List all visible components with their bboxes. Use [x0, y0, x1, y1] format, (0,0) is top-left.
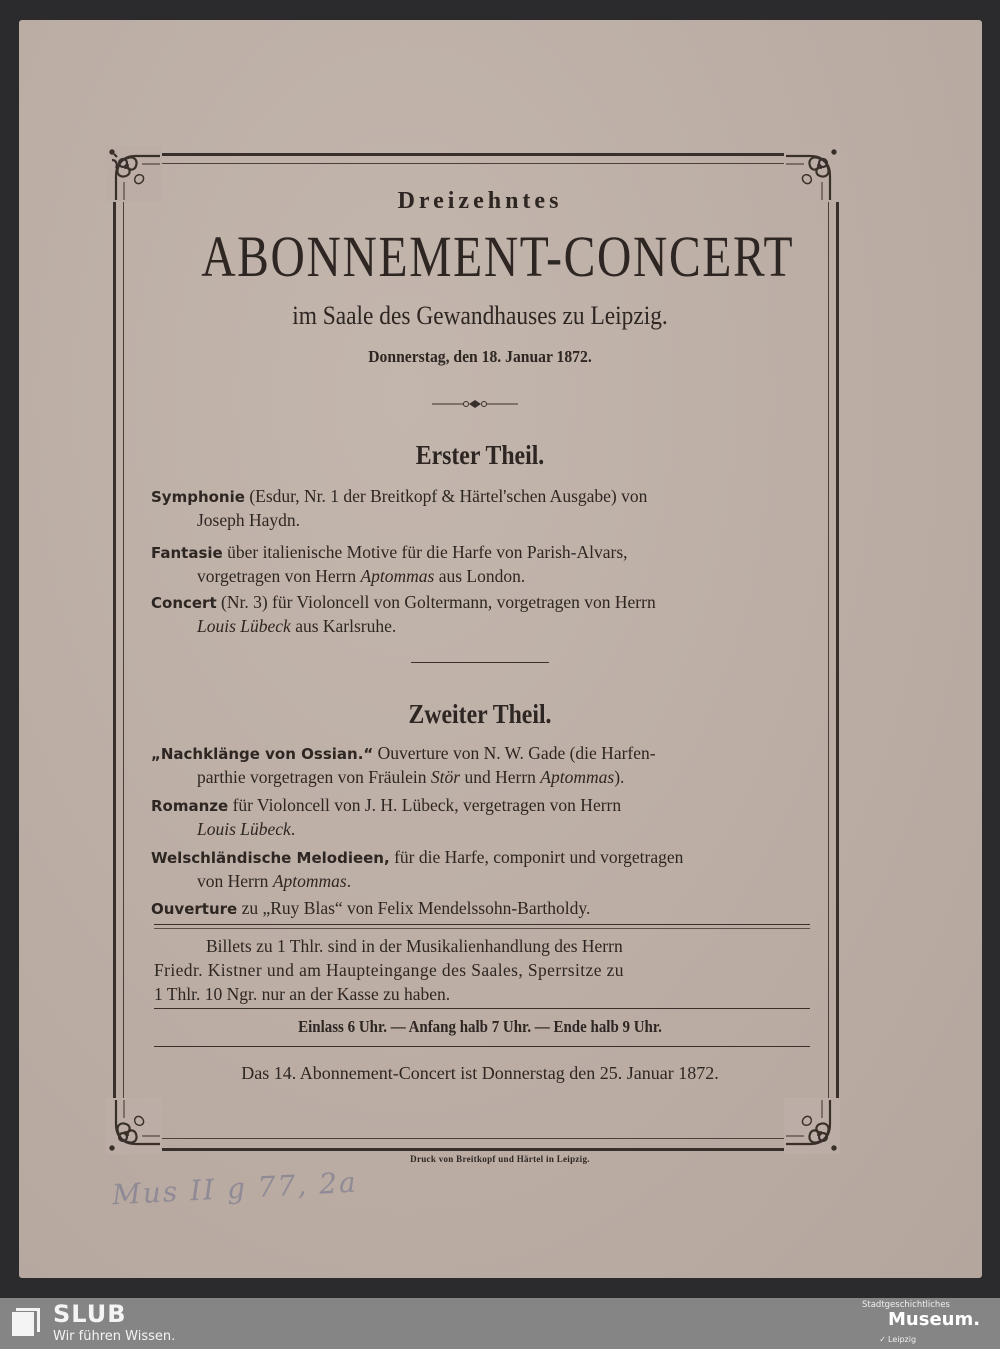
ticket-notice — [154, 934, 810, 1006]
program-item — [151, 845, 806, 893]
item-lead: Romanze — [151, 797, 229, 815]
printer-imprint: Druck von Breitkopf und Härtel in Leipzig. — [410, 1154, 590, 1164]
program-item — [151, 590, 806, 638]
performer-name: Louis Lübeck — [197, 819, 291, 839]
item-text: (Nr. 3) für Violoncell von Goltermann, vorgetragen von Herrn — [216, 592, 656, 612]
item-text: für Violoncell von J. H. Lübeck, vergetragen von Herrn — [228, 795, 622, 815]
rule-line — [154, 1046, 810, 1047]
performer-name: Aptommas — [272, 871, 347, 891]
performer-name: Aptommas — [360, 566, 435, 586]
item-text-cont: parthie vorgetragen von Fräulein — [197, 767, 431, 787]
footer-bar — [0, 1298, 1000, 1349]
corner-ornament-icon — [784, 1098, 840, 1154]
section-title-part-1: Erster Theil. — [415, 440, 545, 470]
item-text-cont: Joseph Haydn. — [197, 510, 301, 530]
rule-line — [154, 1008, 810, 1009]
program-item — [151, 741, 806, 789]
handwritten-shelfmark: Mus II g 77, 2a — [111, 1165, 359, 1212]
page-title: ABONNEMENT-CONCERT — [201, 224, 795, 289]
item-lead: Ouverture — [151, 900, 238, 918]
program-item — [151, 793, 806, 841]
item-text: Ouverture von N. W. Gade (die Harfen- — [373, 743, 656, 763]
museum-bottom-row — [862, 1330, 994, 1344]
performer-name: Stör — [430, 767, 461, 787]
concert-date: Donnerstag, den 18. Januar 1872. — [368, 347, 592, 366]
venue-subtitle: im Saale des Gewandhauses zu Leipzig. — [292, 301, 668, 330]
item-text: für die Harfe, componirt und vorgetragen — [389, 847, 684, 867]
item-text: (Esdur, Nr. 1 der Breitkopf & Härtel'schen Ausgabe) von — [244, 486, 648, 506]
program-item — [151, 540, 806, 588]
performer-name: Louis Lübeck — [197, 616, 291, 636]
admission-times: Einlass 6 Uhr. — Anfang halb 7 Uhr. — Ende halb 9 Uhr. — [298, 1017, 662, 1036]
rule-line — [154, 924, 810, 925]
rule-line — [154, 928, 810, 929]
corner-ornament-icon — [106, 1098, 162, 1154]
item-lead: Welschländische Melodieen, — [151, 849, 390, 867]
item-text: zu „Ruy Blas“ von Felix Mendelssohn-Bartholdy. — [237, 898, 591, 918]
item-text-tail: . — [290, 819, 296, 839]
ticket-line: Friedr. Kistner und am Haupteingange des Saales, Sperrsitze zu — [154, 960, 624, 980]
museum-pretitle: Stadtgeschichtliches — [862, 1300, 950, 1310]
ornamental-divider-icon — [430, 397, 520, 411]
item-lead: Concert — [151, 594, 217, 612]
item-lead: „Nachklänge von Ossian.“ — [151, 745, 374, 763]
section-title-part-2: Zweiter Theil. — [408, 699, 552, 729]
pre-title: Dreizehntes — [397, 188, 563, 214]
item-text-tail: . — [346, 871, 352, 891]
item-text-tail: ). — [614, 767, 625, 787]
ticket-line: 1 Thlr. 10 Ngr. nur an der Kasse zu haben. — [154, 984, 451, 1004]
item-text-tail: aus Karlsruhe. — [290, 616, 397, 636]
item-text: über italienische Motive für die Harfe von Parish-Alvars, — [222, 542, 628, 562]
next-concert-notice: Das 14. Abonnement-Concert ist Donnerstag den 25. Januar 1872. — [241, 1063, 719, 1083]
program-item — [151, 484, 806, 532]
item-lead: Fantasie — [151, 544, 223, 562]
performer-name: Aptommas — [540, 767, 615, 787]
section-divider — [411, 662, 549, 663]
museum-city: Leipzig — [888, 1335, 917, 1344]
slub-logo-icon — [12, 1308, 42, 1338]
item-lead: Symphonie — [151, 488, 245, 506]
museum-brand[interactable]: Museum. — [888, 1309, 981, 1330]
program-item — [151, 896, 806, 920]
slub-brand[interactable]: SLUB — [53, 1300, 127, 1328]
item-text-cont: vorgetragen von Herrn — [197, 566, 361, 586]
item-text-tail: und Herrn — [460, 767, 541, 787]
slub-tagline: Wir führen Wissen. — [53, 1329, 176, 1344]
checkmark-icon: ✓ — [879, 1335, 886, 1344]
museum-logo[interactable] — [862, 1300, 994, 1344]
ticket-line: Billets zu 1 Thlr. sind in der Musikalienhandlung des Herrn — [206, 936, 623, 956]
item-text-cont: von Herrn — [197, 871, 273, 891]
item-text-tail: aus London. — [434, 566, 526, 586]
